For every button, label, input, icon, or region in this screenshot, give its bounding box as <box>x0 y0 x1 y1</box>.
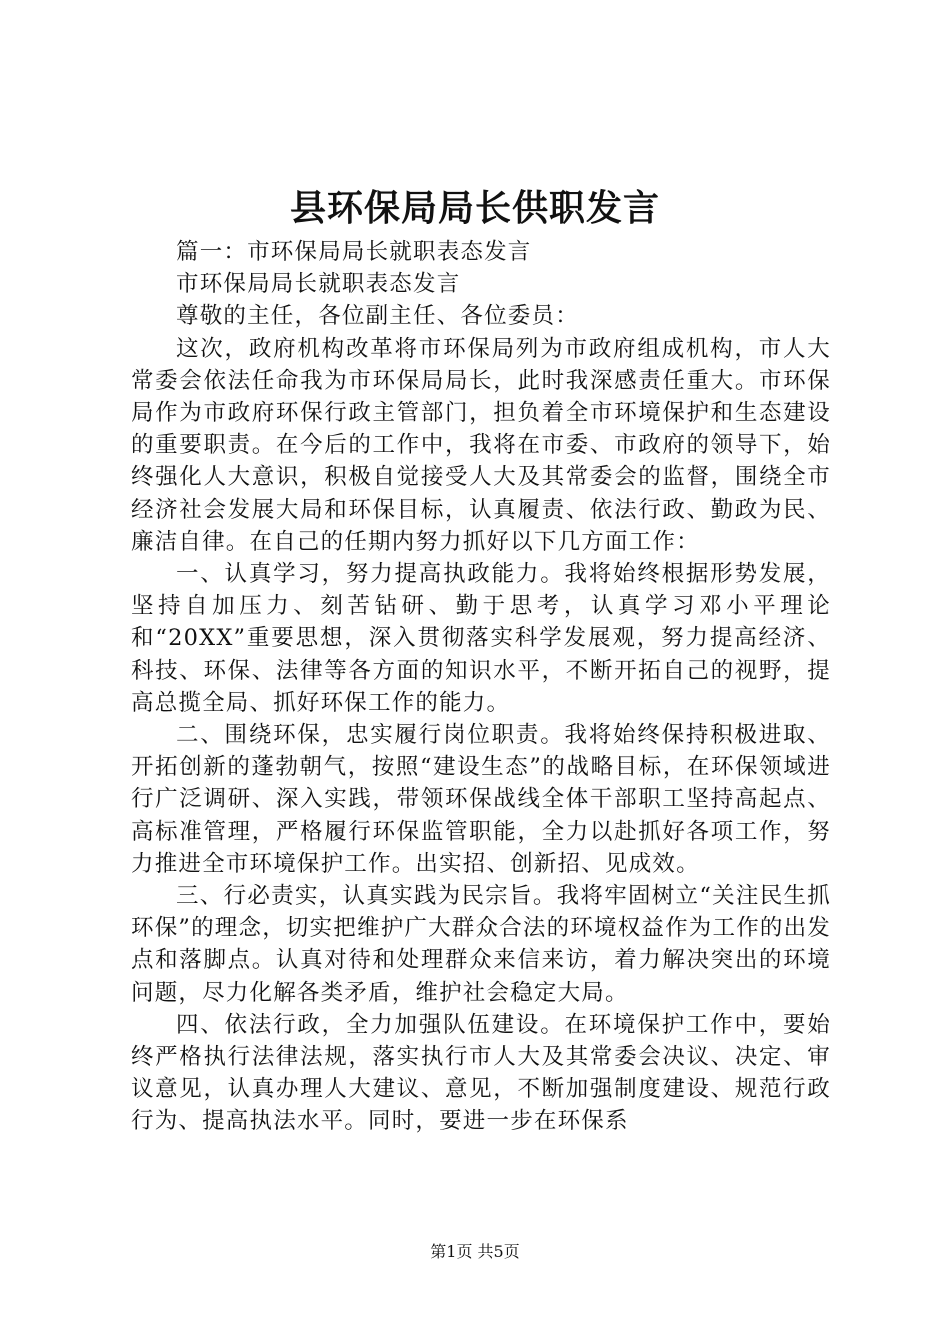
document-title: 县环保局局长供职发言 <box>289 187 660 229</box>
paragraph-point-three: 三、行必责实，认真实践为民宗旨。我将牢固树立“关注民生抓环保”的理念，切实把维护广大群众合法的环境权益作为工作的出发点和落脚点。认真对待和处理群众来信来访，着力解决突出的环境问题，尽力化解各类矛盾，维护社会稳定大局。 <box>131 883 832 1006</box>
paragraph-section-heading: 篇一：市环保局局长就职表态发言 <box>176 239 532 265</box>
paragraph-point-one: 一、认真学习，努力提高执政能力。我将始终根据形势发展，坚持自加压力、刻苦钻研、勤于思考，认真学习邓小平理论和“20XX”重要思想，深入贯彻落实科学发展观，努力提高经济、科技、环保、法律等各方面的知识水平，不断开拓自己的视野，提高总揽全局、抓好环保工作的能力。 <box>131 561 831 716</box>
paragraph-speech-title: 市环保局局长就职表态发言 <box>176 271 461 298</box>
document-body <box>131 236 831 1138</box>
page-number-footer: 第1页 共5页 <box>430 1242 520 1261</box>
paragraph-point-four: 四、依法行政，全力加强队伍建设。在环境保护工作中，要始终严格执行法律法规，落实执行市人大及其常委会决议、决定、审议意见，认真办理人大建议、意见，不断加强制度建设、规范行政行为、提高执法水平。同时，要进一步在环保系 <box>131 1011 831 1135</box>
paragraph-salutation: 尊敬的主任，各位副主任、各位委员： <box>176 303 579 330</box>
paragraph-point-two: 二、围绕环保，忠实履行岗位职责。我将始终保持积极进取、开拓创新的蓬勃朝气，按照“建设生态”的战略目标，在环保领域进行广泛调研、深入实践，带领环保战线全体干部职工坚持高起点、高标准管理，严格履行环保监管职能，全力以赴抓好各项工作，努力推进全市环境保护工作。出实招、创新招、见成效。 <box>131 722 831 877</box>
paragraph-introduction: 这次，政府机构改革将市环保局列为市政府组成机构，市人大常委会依法任命我为市环保局局长，此时我深感责任重大。市环保局作为市政府环保行政主管部门，担负着全市环境保护和生态建设的重要职责。在今后的工作中，我将在市委、市政府的领导下，始终强化人大意识，积极自觉接受人大及其常委会的监督，围绕全市经济社会发展大局和环保目标，认真履责、依法行政、勤政为民、廉洁自律。在自己的任期内努力抓好以下几方面工作： <box>131 335 831 555</box>
